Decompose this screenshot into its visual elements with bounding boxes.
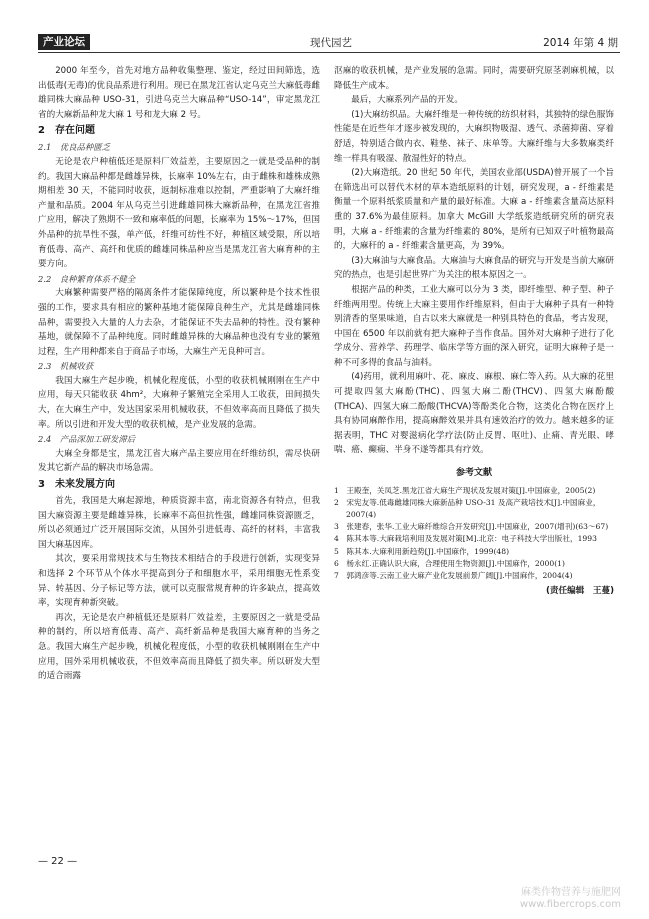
paragraph: (3)大麻油与大麻食品。大麻油与大麻食品的研究与开发是当前大麻研究的热点，也是引起世界广为关注的根本原因之一。 bbox=[334, 255, 614, 281]
left-column bbox=[38, 64, 320, 684]
right-column bbox=[334, 64, 614, 599]
paragraph: 其次，要采用常规技术与生物技术相结合的手段进行创新，实现变异和选择 2 个环节从个体水平提高到分子和细胞水平，采用细胞无性系变异、转基因、分子标记等方法，就可以克服常规育种的许多缺点，提高效率，实现育种新突破。 bbox=[38, 554, 320, 609]
references-title: 参考文献 bbox=[455, 468, 492, 479]
paragraph: (4)药用，就利用麻叶、花、麻皮、麻根、麻仁等入药。从大麻的花里可提取四氢大麻酚(THC)、四氢大麻二酚(THCV)、四氢大麻酚酸(THCA)、四氢大麻二酚酸(THCVA)等酚类化合物，这类化合物在医疗上具有协同麻醉作用，提高麻醉效果并具有速效治疗的效力。越来越多的证据表明，THC 对婴滋病化学疗法(防止反胃、呕吐)、止痛、青光眼、哮喘、癌、癫痫、半身不遂等都具有疗效。 bbox=[334, 372, 614, 456]
paragraph: 再次，无论是农户种植低还是原料厂效益差，主要原因之一就是受品种的制约，所以培育低毒、高产、高纤新品种是我国大麻育种的当务之急。我国大麻生产起步晚，机械化程度低，小型的收获机械刚刚在生产中应用，国外采用机械收获，不但效率高而且降低了损失率。所以研发大型的适合雨露 bbox=[38, 612, 320, 682]
section-heading: 2 存在问题 bbox=[38, 125, 95, 137]
editor-credit: (责任编辑 王蔓) bbox=[545, 586, 614, 597]
subsection-heading: 2.1 优良品种匮乏 bbox=[38, 142, 110, 153]
section-heading: 3 未来发展方向 bbox=[38, 479, 115, 491]
subsection-heading: 2.2 良种繁育体系不健全 bbox=[38, 273, 136, 284]
reference-item: 4 陈其本等.大麻栽培利用及发展对策[M].北京：电子科技大学出版社，1993 bbox=[334, 534, 597, 544]
paragraph: 最后，大麻系列产品的开发。 bbox=[351, 95, 463, 106]
paragraph: 无论是农户种植低还是原料厂效益差，主要原因之一就是受品种的制约。我国大麻品种都是雌雄异株，长麻率 10%左右，由于雌株和雄株成熟期相差 30 天，不能同时收获，返制标准难以控制，严重影响了大麻纤维产量和品质。2004 年从乌克兰引进雌雄同株大麻新品种，在黑龙江省推广应用，解决了熟期不一致和麻率低的问题，长麻率为 15%～17%，但国外品种的抗旱性不强，单产低，纤维可纺性不好，种植区域受限，所以培育低毒、高产、高纤和优质的雌雄同株品种应当是黑龙江省大麻育种的主要方向。 bbox=[38, 156, 320, 270]
paragraph: 沤麻的收获机械，是产业发展的急需。同时，需要研究原茎剥麻机械，以降低生产成本。 bbox=[334, 66, 614, 91]
journal-name: 现代园艺 bbox=[310, 37, 352, 49]
references-list bbox=[334, 485, 614, 583]
subsection-heading: 2.4 产品深加工研发滞后 bbox=[38, 434, 136, 445]
paragraph: (2)大麻造纸。20 世纪 50 年代，美国农业部(USDA)曾开展了一个旨在筛选出可以替代木材的草本造纸原料的计划，研究发现，a - 纤维素是衡量一个原料纸浆质量和产量的最好标准。大麻 a - 纤维素含量高达原料重的 37.6%为最佳原料。加拿大 McGill 大学纸浆造纸研究所的研究表明，大麻 a - 纤维素的含量为纤维素的 80%，是所有已知双子叶植物最高的，大麻秆的 a - 纤维素含量更高，为 39%。 bbox=[334, 168, 614, 252]
reference-item: 5 陈其本.大麻利用新趋势[J].中国麻作，1999(48) bbox=[334, 546, 510, 556]
paragraph: (1)大麻纺织品。大麻纤维是一种传统的纺织材料，其独特的绿色服饰性能是在近些年才逐步被发现的，大麻织物吸湿、透气、杀菌抑菌、穿着舒适，特别适合做内衣、鞋垫、袜子、床单等。大麻纤维与大多数麻类纤维一样具有吸湿、散湿性好的特点。 bbox=[334, 109, 614, 164]
paragraph: 大麻全身都是宝，黑龙江省大麻产品主要应用在纤维纺织，需尽快研发其它新产品的解决市场急需。 bbox=[38, 448, 320, 474]
reference-item: 2 宋宪友等.低毒雌雄同株大麻新品种 USO-31 及高产栽培技术[J].中国麻业，2007(4) bbox=[334, 497, 601, 520]
reference-item: 3 张建春，张华.工业大麻纤维综合开发研究[J].中国麻业，2007(增刊)(63～67) bbox=[334, 522, 609, 532]
reference-item: 7 郭鸿彦等.云南工业大麻产业化发展前景广阔[J].中国麻作，2004(4) bbox=[334, 571, 573, 581]
paragraph: 2000 年至今，首先对地方品种收集整理、鉴定，经过田间筛选，选出低毒(无毒)的优良品系进行利用。现已在黑龙江省认定乌克兰大麻低毒雌雄同株大麻品种 USO-31，引进乌克兰大麻品种“USO-14”，审定黑龙江省的大麻新品种龙大麻 1 号和龙大麻 2 号。 bbox=[38, 66, 320, 120]
subsection-heading: 2.3 机械收获 bbox=[38, 361, 94, 372]
paragraph: 首先，我国是大麻起源地，种质资源丰富，南北资源各有特点，但我国大麻资源主要是雌雄异株，长麻率不高但抗性强，雌雄同株资源匮乏，所以必须通过广泛开展国际交流，从国外引进低毒、高纤的材料，丰富我国大麻基因库。 bbox=[38, 496, 320, 550]
watermark bbox=[520, 887, 621, 911]
reference-item: 1 王殿奎，关凤芝.黑龙江省大麻生产现状及发展对策[J].中国麻业，2005(2) bbox=[334, 485, 596, 495]
watermark-url: www.fibercrops.com bbox=[519, 899, 621, 910]
page-header bbox=[28, 34, 634, 52]
page-number: — 22 — bbox=[38, 856, 78, 867]
section-tag: 产业论坛 bbox=[38, 34, 90, 50]
issue-label: 2014 年第 4 期 bbox=[543, 37, 618, 49]
watermark-title: 麻类作物营养与施肥网 bbox=[521, 887, 621, 898]
paragraph: 我国大麻生产起步晚，机械化程度低，小型的收获机械刚刚在生产中应用，每天只能收获 4hm²，大麻种子繁殖完全采用人工收获，田间损失大，在大麻生产中，发达国家采用机械收获，不但效率高而且降低了损失率。所以引进和开发大型的收获机械，是产业发展的急需。 bbox=[38, 375, 320, 430]
paragraph: 大麻繁种需要严格的隔离条件才能保障纯度，所以繁种是个技术性很强的工作，要求具有相应的繁种基地才能保障良种生产，尤其是雌雄同株品种，需要投入大量的人力去杂，才能保证不失去品种的特性。没有繁种基地，就保障不了品种纯度。同时雌雄异株的大麻品种也没有专业的繁殖过程，生产用种都来自于商品子市场，大麻生产无良种可言。 bbox=[38, 288, 320, 357]
paragraph: 根据产品的种类，工业大麻可以分为 3 类，即纤维型、种子型、种子纤维两用型。传统上大麻主要用作纤维原料，但由于大麻种子具有一种特别清香的坚果味道，自古以来大麻就是一种别具特色的食品，考古发现，中国在 6500 年以前就有把大麻种子当作食品。国外对大麻种子进行了化学成分、营养学、药理学、临床学等方面的深入研究，证明大麻种子是一种不可多得的食品与油料。 bbox=[334, 284, 614, 368]
reference-item: 6 杨永红.正确认识大麻，合理使用生物资源[J].中国麻作，2000(1) bbox=[334, 558, 565, 568]
header-rule bbox=[38, 52, 620, 53]
